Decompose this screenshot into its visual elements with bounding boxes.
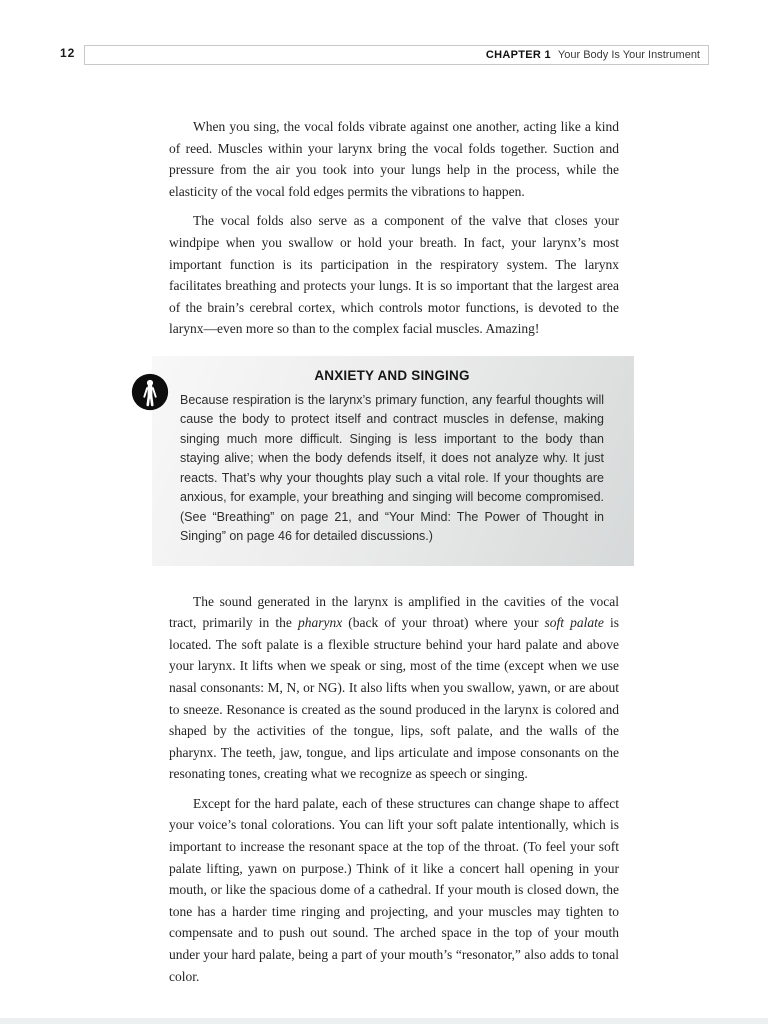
paragraph-valve: The vocal folds also serve as a component of the valve that closes your windpipe when you swallow or hold your breath. In fact, your larynx’s most important function is its participation in the respiratory system. The larynx facilitates breathing and protects your lungs. It is so important that the largest area of the brain’s cerebral cortex, which controls motor functions, is devoted to the larynx—even more so than to the complex facial muscles. Amazing! (169, 213, 619, 337)
person-icon (131, 373, 169, 411)
text-segment: is located. The soft palate is a flexible structure behind your hard palate and above your larynx. It lifts when we speak or sing, most of the time (except when we use nasal consonants: M, N, or NG). It also lifts when you swallow, yawn, or are about to sneeze. Resonance is created as the sound produced in the larynx is colored and shaped by the activities of the tongue, lips, soft palate, and the walls of the pharynx. The teeth, jaw, tongue, and lips articulate and impose consonants on the resonating tones, creating what we recognize as speech or singing. (169, 615, 619, 782)
paragraph-vocal-folds: When you sing, the vocal folds vibrate against one another, acting like a kind of reed. Muscles within your larynx bring the vocal folds together. Suction and pressure from the air you took into your lungs help in the process, while the elasticity of the vocal fold edges permits the vibrations to happen. (169, 119, 619, 199)
running-header (84, 45, 709, 65)
chapter-title: Your Body Is Your Instrument (557, 49, 700, 61)
paragraph-resonance (169, 591, 619, 785)
chapter-label: CHAPTER 1 (485, 49, 551, 61)
callout-anxiety-and-singing (152, 356, 634, 566)
italic-term-soft-palate: soft palate (544, 615, 604, 631)
callout-body: Because respiration is the larynx’s primary function, any fearful thoughts will cause the body to protect itself and contract muscles in defense, making singing much more difficult. Singing is less important to the body than staying alive; when the body defends itself, it does not analyze why. It just reacts. That’s why your thoughts play such a vital role. If your thoughts are anxious, for example, your breathing and singing will become compromised. (See “Breathing” on page 21, and “Your Mind: The Power of Thought in Singing” on page 46 for detailed discussions.) (180, 392, 604, 544)
page-bottom-rule (0, 1018, 768, 1024)
callout-title: ANXIETY AND SINGING (314, 367, 470, 383)
paragraph-tonal-color: Except for the hard palate, each of these structures can change shape to affect your voice’s tonal colorations. You can lift your soft palate intentionally, which is important to increase the resonant space at the top of the throat. (To feel your soft palate lifting, yawn on purpose.) Think of it like a concert hall opening in your mouth, or like the spacious dome of a cathedral. If your mouth is closed down, the tone has a harder time ringing and projecting, and your muscles may tighten to compensate and to push out sound. The arched space in the top of your mouth under your hard palate, being a part of your mouth’s “resonator,” also adds to tonal color. (169, 795, 619, 984)
text-segment: The sound generated in the larynx is amplified in the cavities of the vocal tract, primarily in the (169, 593, 619, 631)
page-number: 12 (60, 46, 76, 60)
text-segment: (back of your throat) where your (342, 615, 545, 631)
body-text-column (169, 116, 619, 995)
italic-term-pharynx: pharynx (297, 615, 343, 631)
